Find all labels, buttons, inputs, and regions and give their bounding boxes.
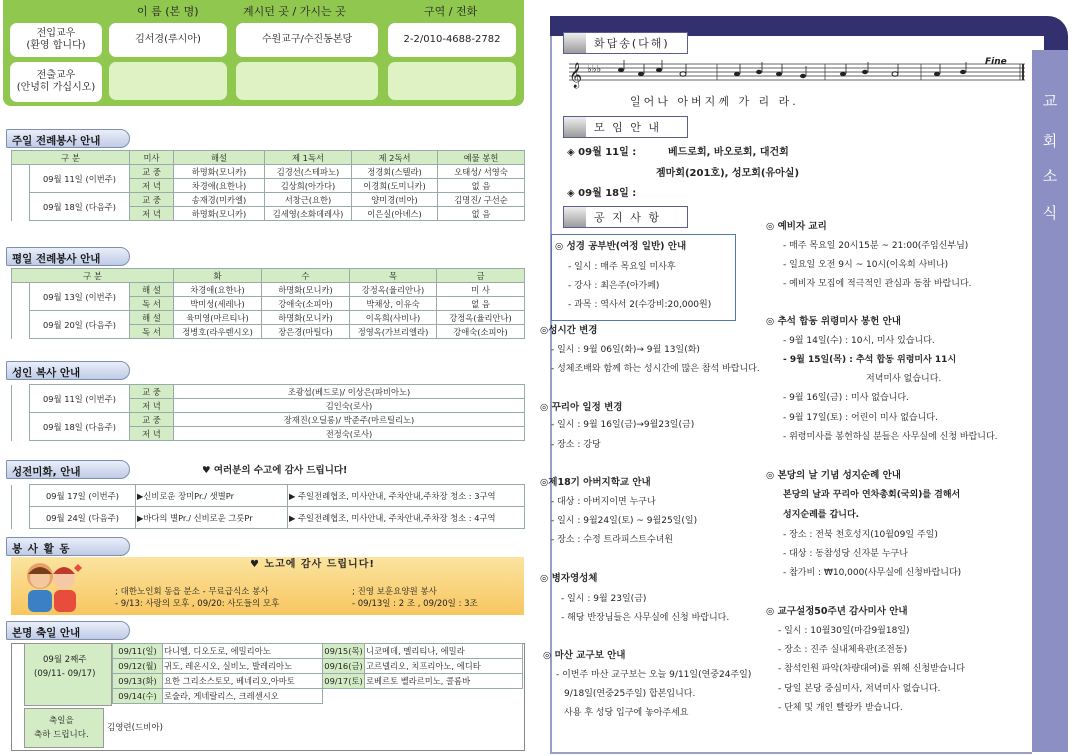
feast-date: 09/14(수) — [113, 689, 163, 704]
fathers-l2: - 일시 : 9월24일(토) ~ 9월25일(일) — [551, 516, 698, 526]
weekday-h3: 목 — [350, 269, 437, 283]
sunday-cell: 김상희(아가다) — [265, 179, 352, 193]
pilgrim-l5: - 참가비 : ₩10,000(사무실에 신청바랍니다) — [783, 568, 962, 578]
service-thanks: ♥ 노고에 감사 드립니다! — [250, 559, 375, 570]
altar-mass: 저 녁 — [130, 399, 174, 413]
header-place: 계시던 곳 / 가시는 곳 — [243, 5, 346, 18]
sunday-date-1: 09월 11일 (이번주) — [30, 165, 130, 193]
chuseok-l4: - 9월 16일(금) : 미사 없습니다. — [783, 393, 909, 403]
notice-tag-label: 공 지 사 항 — [594, 211, 661, 224]
meeting-line3: ◈ 09월 18일 : — [567, 188, 637, 199]
feast-date: 09/15(목) — [323, 644, 365, 659]
sunday-cell: 김명진/ 구선순 — [438, 193, 525, 207]
feast-congrats-names: 김영련(드비아) — [107, 723, 163, 733]
chuseok-l1: - 9월 14일(수) : 10시, 미사 있습니다. — [783, 336, 935, 346]
pilgrim-l2: 성지순례를 갑니다. — [783, 510, 860, 520]
sunday-cell: 차경애(요한나) — [174, 179, 265, 193]
beautify-date: 09월 17일 (이번주) — [30, 485, 136, 507]
service-line2a: - 9/13: 사랑의 모후 , 09/20: 사도들의 모후 — [115, 599, 280, 609]
timechange-title: ◎성시간 변경 — [540, 325, 598, 336]
anniv-l5: - 단체 및 개인 빨랑카 받습니다. — [778, 703, 903, 713]
feast-date: 09/12(월) — [113, 659, 163, 674]
meeting-line1b: 베드로회, 바오로회, 대건회 — [668, 147, 789, 158]
weekday-h0: 구 분 — [12, 269, 174, 283]
pilgrim-l4: - 대상 : 동참성당 신자분 누구나 — [783, 549, 908, 559]
sick-l2: - 해당 반장님들은 사무실에 신청 바랍니다. — [561, 613, 730, 623]
altar-names: 김인숙(로사) — [174, 399, 525, 413]
anniv-l2: - 장소 : 진주 실내체육관(조전동) — [778, 645, 908, 655]
anniv-l1: - 일시 : 10월30일(마감9월18일) — [778, 626, 910, 636]
altar-date-1: 09월 11일 (이번주) — [30, 385, 130, 413]
weekday-role: 해 설 — [130, 311, 174, 325]
transfer-out-label: 전출교우 (안녕히 가십시오) — [10, 62, 102, 102]
weekday-cell: 박미성(세레나) — [174, 297, 262, 311]
feast-congrats-label: 축일을 축하 드립니다. — [34, 716, 89, 740]
catechum-l1: - 매주 목요일 20시15분 ~ 21:00(주임신부님) — [783, 241, 969, 251]
svg-text:♭♭♭: ♭♭♭ — [587, 64, 602, 75]
sidebar — [1032, 50, 1068, 752]
weekday-cell: 미 사 — [437, 283, 525, 297]
pilgrim-l1: 본당의 날과 꾸리아 연차총회(국외)를 겸해서 — [783, 490, 961, 500]
beautify-date: 09월 24일 (다음주) — [30, 507, 136, 529]
transfer-out-name — [109, 62, 227, 100]
feast-saints: 요한 그리소스토모, 베네리오,아마토 — [163, 674, 323, 689]
sunday-mass: 교 중 — [130, 165, 174, 179]
sunday-cell: 서창근(요한) — [265, 193, 352, 207]
table-row — [12, 193, 525, 207]
pilgrim-l3: - 장소 : 전북 천호성지(10월09일 주일) — [783, 530, 938, 540]
table-row — [12, 283, 525, 297]
feast-section-title: 본명 축일 안내 — [6, 621, 130, 640]
feast-table — [112, 643, 523, 704]
weekday-role: 해 설 — [130, 283, 174, 297]
table-row — [12, 485, 525, 507]
sunday-mass: 저 녁 — [130, 179, 174, 193]
weekday-h1: 화 — [174, 269, 262, 283]
timechange-l2: - 성체조배와 함께 하는 성시간에 많은 참석 바랍니다. — [551, 364, 760, 374]
weekday-cell: 없 음 — [437, 297, 525, 311]
hymn-lyrics: 일어나 아버지께 가 리 라. — [630, 95, 799, 108]
bible-l1: - 일시 : 매주 목요일 미사후 — [568, 262, 676, 272]
weekday-cell: 하명화(모니카) — [262, 283, 350, 297]
catechum-l2: - 일요일 오전 9시 ~ 10시(이옥희 사비나) — [783, 260, 949, 270]
sunday-section-title: 주일 전례봉사 안내 — [6, 129, 130, 148]
altar-names: 조광섭(베드로)/ 이상은(파비아노) — [174, 385, 525, 399]
feast-saints: 고르넬리오, 치프리아노, 에디타 — [365, 659, 523, 674]
header-name: 이 름 (본 명) — [137, 5, 199, 18]
altar-section-title: 성인 복사 안내 — [6, 361, 130, 380]
transfer-in-place: 수원교구/수진동본당 — [236, 23, 378, 57]
sunday-h1: 미사 — [130, 151, 174, 165]
sunday-mass: 저 녁 — [130, 207, 174, 221]
table-row — [113, 689, 523, 704]
weekday-cell: 강정옥(율리안나) — [437, 311, 525, 325]
sunday-cell: 송재경(미카엘) — [174, 193, 265, 207]
weekday-role: 독 서 — [130, 297, 174, 311]
bus-l1: - 이번주 마산 교구보는 오늘 9/11일(연중24주일) — [556, 670, 752, 680]
beautify-team: ▶신비로운 장미Pr./ 샛별Pr — [136, 485, 288, 507]
feast-saints: 로베르토 벨라르미노, 콜롬바 — [365, 674, 523, 689]
sidebar-char: 교 — [1042, 92, 1058, 110]
family-illustration — [14, 558, 90, 615]
sunday-cell: 하명화(모니카) — [174, 165, 265, 179]
anniv-l3: - 참석인원 파악(차량대여)를 위해 신청받습니다 — [778, 664, 965, 674]
weekday-table — [11, 268, 525, 339]
catechum-title: ◎ 예비자 교리 — [766, 221, 827, 232]
timechange-l1: - 일시 : 9월 06일(화)→ 9월 13일(화) — [551, 345, 700, 355]
catechum-l3: - 예비자 모집에 적극적인 관심과 동참 바랍니다. — [783, 279, 972, 289]
table-row — [12, 385, 525, 399]
bible-title: ◎ 성경 공부반(여정 일반) 안내 — [555, 241, 687, 252]
beautify-duty: ▶ 주일전례협조, 미사안내, 주차안내,주차장 청소 : 4구역 — [288, 507, 525, 529]
weekday-section-title: 평일 전례봉사 안내 — [6, 247, 130, 266]
bible-l3: - 과목 : 역사서 2(수강비:20,000원) — [568, 300, 712, 310]
service-line1a: ; 대한노인회 동읍 분소 - 무료급식소 봉사 — [115, 587, 269, 597]
weekday-cell: 장은경(마틸다) — [262, 325, 350, 339]
feast-date: 09/16(금) — [323, 659, 365, 674]
priest-icon — [564, 207, 586, 227]
fathers-title: ◎제18기 아버지학교 안내 — [540, 477, 651, 488]
feast-range: (09/11- 09/17) — [34, 669, 96, 679]
weekday-date-2: 09월 20일 (다음주) — [30, 311, 130, 339]
sunday-cell: 이은실(아녜스) — [352, 207, 438, 221]
weekday-h4: 금 — [437, 269, 525, 283]
chuseok-l3: 저녁미사 없습니다. — [866, 374, 942, 384]
weekday-cell: 하명화(모니카) — [262, 311, 350, 325]
fathers-l1: - 대상 : 아버지이면 누구나 — [551, 497, 656, 507]
transfer-out-place — [236, 62, 378, 100]
sunday-h4: 제 2독서 — [352, 151, 438, 165]
feast-date: 09/11(일) — [113, 644, 163, 659]
hymn-tag — [563, 32, 688, 54]
priest-icon — [564, 117, 586, 137]
bus-title: ◎ 마산 교구보 안내 — [543, 650, 626, 661]
chuseok-l6: - 위령미사를 봉헌하실 분들은 사무실에 신청 바랍니다. — [783, 432, 998, 442]
meeting-line1a: ◈ 09월 11일 : — [567, 147, 637, 158]
sunday-cell: 정경회(스텔라) — [352, 165, 438, 179]
sunday-cell: 하명화(모니카) — [174, 207, 265, 221]
table-row — [113, 674, 523, 689]
weekday-cell: 차경애(요한나) — [174, 283, 262, 297]
feast-week: 09월 2째주 — [43, 655, 87, 665]
feast-saints: 니코메데, 멜리티나, 에밀라 — [365, 644, 523, 659]
curia-l1: - 일시 : 9월 16일(금)→9월23일(금) — [551, 420, 695, 430]
transfer-out-phone — [388, 62, 516, 100]
feast-saints: 다니엘, 디오도로, 에밀리아노 — [163, 644, 323, 659]
weekday-cell: 박채상, 이유숙 — [350, 297, 437, 311]
feast-saints: 귀도, 레온시오, 실비노, 발레리아노 — [163, 659, 323, 674]
sunday-cell: 양미경(비아) — [352, 193, 438, 207]
weekday-cell: 강애숙(소피아) — [437, 325, 525, 339]
bus-l3: 사용 후 성당 입구에 놓아주세요 — [564, 708, 689, 718]
fine-mark: Fine — [985, 57, 1007, 67]
beautify-team: ▶바다의 별Pr./ 신비로운 그릇Pr — [136, 507, 288, 529]
svg-text:𝄞: 𝄞 — [569, 63, 583, 88]
sunday-cell: 없 음 — [438, 179, 525, 193]
sunday-h0: 구 분 — [12, 151, 130, 165]
header-phone: 구역 / 전화 — [424, 5, 478, 18]
weekday-cell: 강정옥(율리안나) — [350, 283, 437, 297]
sunday-h2: 해설 — [174, 151, 265, 165]
bible-l2: - 강사 : 최은주(아가페) — [568, 281, 660, 291]
table-row — [12, 165, 525, 179]
transfer-in-label: 전입교우 (환영 합니다) — [10, 23, 102, 57]
service-line1b: ; 진영 보훈요양원 봉사 — [352, 587, 437, 597]
table-row — [113, 644, 523, 659]
sunday-cell: 김세영(소화데레사) — [265, 207, 352, 221]
altar-names: 장재진(오딜롱)/ 박준주(마르틸리노) — [174, 413, 525, 427]
meeting-line2: 젬마회(201호), 성모회(유아실) — [656, 168, 800, 179]
feast-date: 09/13(화) — [113, 674, 163, 689]
altar-names: 전정숙(로사) — [174, 427, 525, 441]
sidebar-char: 소 — [1042, 167, 1058, 185]
fathers-l3: - 장소 : 수정 트라피스트수녀원 — [551, 535, 674, 545]
sunday-cell: 이경희(도미니카) — [352, 179, 438, 193]
altar-mass: 교 중 — [130, 385, 174, 399]
altar-date-2: 09월 18일 (다음주) — [30, 413, 130, 441]
weekday-role: 독 서 — [130, 325, 174, 339]
meeting-tag-label: 모 임 안 내 — [594, 121, 661, 134]
curia-l2: - 장소 : 강당 — [551, 440, 601, 450]
sunday-cell: 오태성/ 서영숙 — [438, 165, 525, 179]
sunday-cell: 김경선(스테파노) — [265, 165, 352, 179]
music-staff — [565, 56, 1027, 90]
table-row — [113, 659, 523, 674]
sunday-h5: 예물 봉헌 — [438, 151, 525, 165]
beautify-section-title: 성전미화, 안내 — [6, 460, 130, 479]
altar-table — [11, 384, 525, 441]
sunday-h3: 제 1독서 — [265, 151, 352, 165]
sick-l1: - 일시 : 9월 23일(금) — [561, 594, 647, 604]
sunday-table — [11, 150, 525, 221]
feast-saints: 로술라, 게네랄리스, 크레센시오 — [163, 689, 323, 704]
chuseok-title: ◎ 추석 합동 위령미사 봉헌 안내 — [766, 316, 901, 327]
hymn-tag-label: 화답송(다해) — [594, 37, 670, 50]
bus-l2: 9/18일(연중25주일) 합본입니다. — [564, 689, 696, 699]
sunday-date-2: 09월 18일 (다음주) — [30, 193, 130, 221]
chuseok-l5: - 9월 17일(토) : 어린이 미사 없습니다. — [783, 413, 938, 423]
table-row — [12, 413, 525, 427]
curia-title: ◎ 꾸리아 일정 변경 — [540, 402, 623, 413]
altar-mass: 교 중 — [130, 413, 174, 427]
sidebar-char: 회 — [1042, 132, 1058, 150]
weekday-cell: 강애숙(소피아) — [262, 297, 350, 311]
transfer-in-phone: 2-2/010-4688-2782 — [388, 23, 516, 57]
table-row — [12, 311, 525, 325]
sidebar-char: 식 — [1042, 204, 1058, 222]
meeting-tag — [563, 116, 688, 138]
transfer-in-name: 김서경(루시아) — [109, 23, 227, 57]
service-section-title: 봉 사 활 동 — [6, 537, 130, 556]
feast-date: 09/17(토) — [323, 674, 365, 689]
service-line2b: - 09/13일 : 2 조 , 09/20일 : 3조 — [352, 599, 478, 609]
beautify-thanks: ♥ 여러분의 수고에 감사 드립니다! — [202, 465, 348, 476]
weekday-date-1: 09월 13일 (이번주) — [30, 283, 130, 311]
beautify-duty: ▶ 주일전례협조, 미사안내, 주차안내,주차장 청소 : 3구역 — [288, 485, 525, 507]
altar-mass: 저 녁 — [130, 427, 174, 441]
weekday-cell: 정병호(라우렌시오) — [174, 325, 262, 339]
chuseok-l2: - 9월 15일(목) : 추석 합동 위령미사 11시 — [783, 355, 957, 365]
notice-tag — [563, 206, 688, 228]
priest-icon — [564, 33, 586, 53]
table-row — [12, 507, 525, 529]
beautify-table — [11, 484, 525, 529]
weekday-h2: 수 — [262, 269, 350, 283]
weekday-cell: 정영옥(가브리엘라) — [350, 325, 437, 339]
pilgrim-title: ◎ 본당의 날 기념 성지순례 안내 — [766, 470, 901, 481]
weekday-cell: 육미영(마르티나) — [174, 311, 262, 325]
weekday-cell: 이옥희(사비나) — [350, 311, 437, 325]
sunday-mass: 교 중 — [130, 193, 174, 207]
sunday-cell: 없 음 — [438, 207, 525, 221]
anniv-l4: - 당일 본당 중심미사, 저녁미사 없습니다. — [778, 684, 941, 694]
sick-title: ◎ 병자영성체 — [540, 573, 598, 584]
anniv-title: ◎ 교구설정50주년 감사미사 안내 — [766, 606, 908, 617]
